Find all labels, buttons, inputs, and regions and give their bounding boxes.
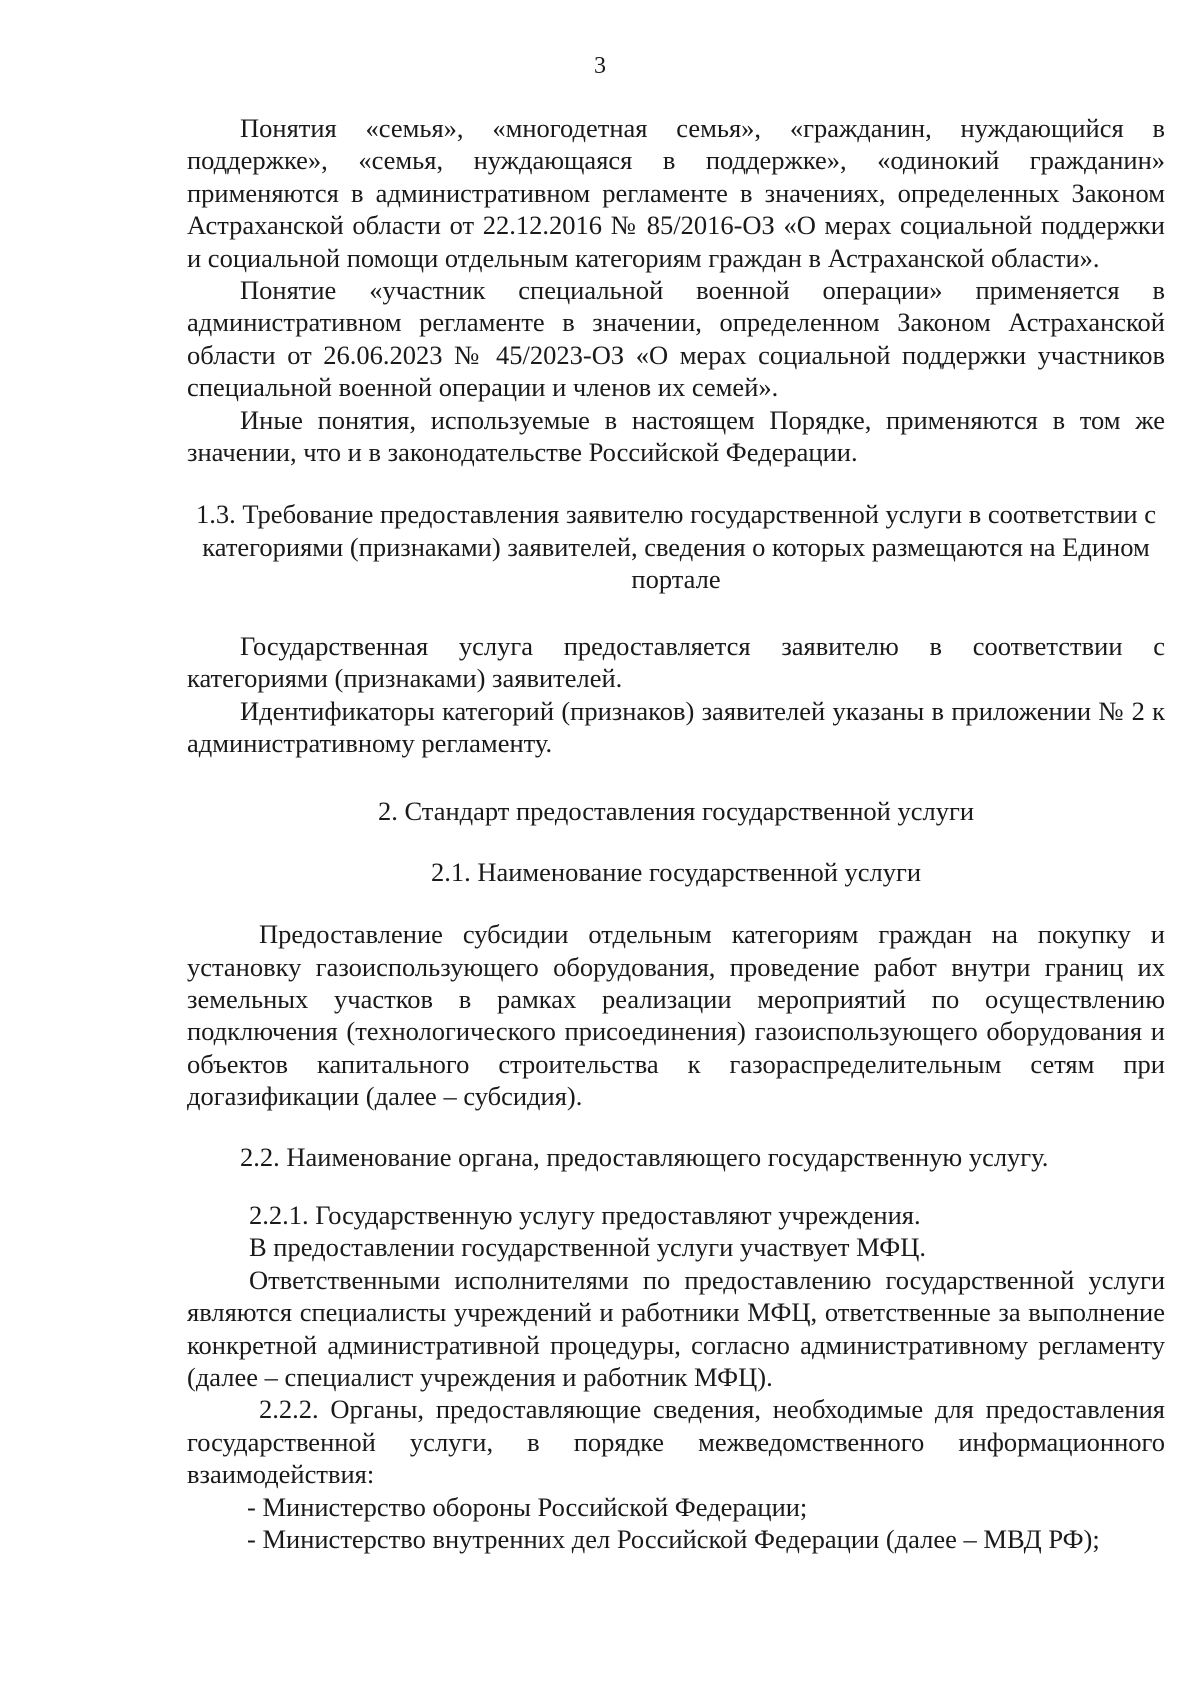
- paragraph-service-by-category: Государственная услуга предоставляется заявителю в соответствии с категориями (признаками) заявителей.: [187, 630, 1165, 694]
- paragraph-category-identifiers: Идентификаторы категорий (признаков) заявителей указаны в приложении № 2 к административному регламенту.: [187, 695, 1165, 758]
- paragraph-other-definitions: Иные понятия, используемые в настоящем Порядке, применяются в том же значении, что и в законодательстве Российской Федерации.: [187, 404, 1165, 468]
- list-item-ministry-internal-affairs: - Министерство внутренних дел Российской Федерации (далее – МВД РФ);: [247, 1524, 1100, 1555]
- list-item-ministry-defense: - Министерство обороны Российской Федерации;: [247, 1491, 808, 1522]
- paragraph-2-2-2: 2.2.2. Органы, предоставляющие сведения, необходимые для предоставления государственной услуги, в порядке межведомственного информационного взаимодействия:: [187, 1394, 1165, 1490]
- section-heading-2-1: 2.1. Наименование государственной услуги: [430, 856, 922, 887]
- section-heading-2-2: 2.2. Наименование органа, предоставляющего государственную услугу.: [240, 1141, 1049, 1172]
- paragraph-definition-svo-participant: Понятие «участник специальной военной операции» применяется в административном регламенте в значении, определенном Законом Астраханской области от 26.06.2023 № 45/2023-ОЗ «О мерах социальной поддержки участников специальной военной операции и членов их семей».: [187, 275, 1165, 403]
- paragraph-definitions-family: Понятия «семья», «многодетная семья», «гражданин, нуждающийся в поддержке», «семья, нуждающаяся в поддержке», «одинокий гражданин» применяются в административном регламенте в значениях, определенных Законом Астраханской области от 22.12.2016 № 85/2016-ОЗ «О мерах социальной поддержки и социальной помощи отдельным категориям граждан в Астраханской области».: [187, 113, 1165, 273]
- section-heading-2: 2. Стандарт предоставления государственной услуги: [377, 796, 975, 827]
- document-body: [187, 112, 1165, 1555]
- paragraph-service-name: Предоставление субсидии отдельным категориям граждан на покупку и установку газоиспользующего оборудования, проведение работ внутри границ их земельных участков в рамках реализации мероприятий по осуществлению подключения (технологического присоединения) газоиспользующего оборудования и объектов капитального строительства к газораспределительным сетям при догазификации (далее – субсидия).: [187, 919, 1165, 1112]
- section-heading-1-3: 1.3. Требование предоставления заявителю государственной услуги в соответствии с категориями (признаками) заявителей, сведения о которых размещаются на Едином портале: [196, 499, 1156, 595]
- paragraph-mfc-participation: В предоставлении государственной услуги участвует МФЦ.: [249, 1232, 927, 1263]
- page-number: 3: [594, 53, 606, 79]
- paragraph-2-2-1: 2.2.1. Государственную услугу предоставляют учреждения.: [249, 1199, 921, 1230]
- paragraph-responsible-executors: Ответственными исполнителями по предоставлению государственной услуги являются специалисты учреждений и работники МФЦ, ответственные за выполнение конкретной административной процедуры, согласно административному регламенту (далее – специалист учреждения и работник МФЦ).: [187, 1264, 1165, 1392]
